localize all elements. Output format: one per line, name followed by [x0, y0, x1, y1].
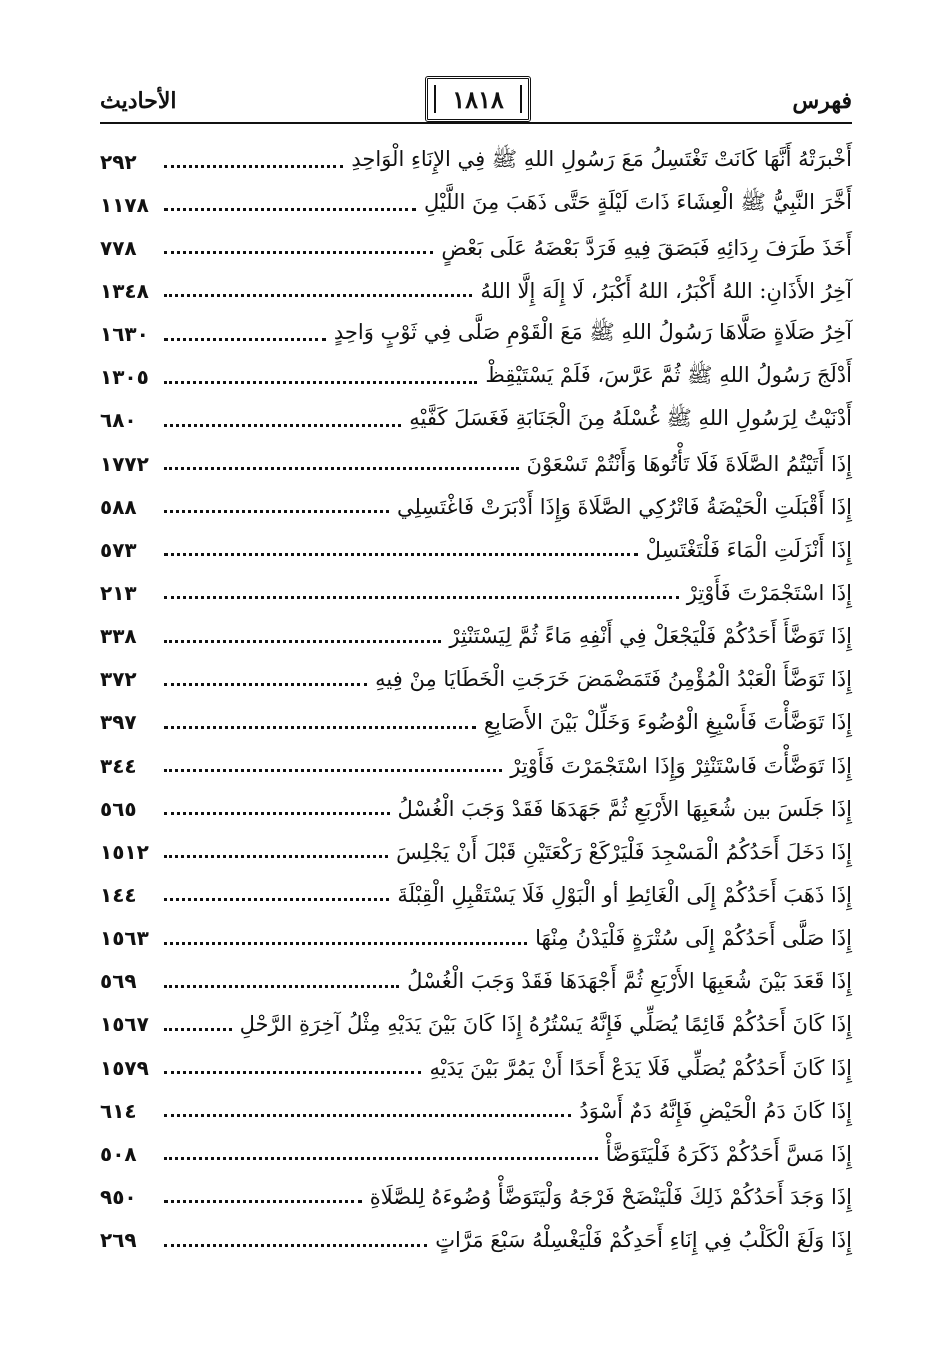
- hadith-number: ١٣٤٨: [100, 278, 149, 303]
- dot-leader: [164, 640, 441, 643]
- hadith-text: إِذَا تَوَضَّأَ الْعَبْدُ الْمُؤْمِنُ فَتَمَضْمَضَ خَرَجَتِ الْخَطَايَا مِنْ فِيهِ: [375, 667, 852, 692]
- hadith-text: آخِرُ صَلَاةٍ صَلَّاهَا رَسُولُ اللهِ ﷺ مَعَ الْقَوْمِ صَلَّى فِي ثَوْبٍ وَاحِدٍ: [333, 319, 852, 344]
- dot-leader: [164, 812, 390, 815]
- hadith-number: ٣٧٢: [100, 667, 137, 692]
- dot-leader: [164, 381, 477, 384]
- dot-leader: [164, 553, 638, 556]
- dot-leader: [164, 294, 472, 297]
- index-entry: [100, 140, 852, 183]
- index-entry: [100, 787, 852, 830]
- hadith-number: ٣٩٧: [100, 710, 137, 735]
- dot-leader: [164, 683, 367, 686]
- hadith-text: إِذَا كَانَ أَحَدُكُمْ يُصَلِّي فَلَا يَدَعْ أَحَدًا أَنْ يَمُرَّ بَيْنَ يَدَيْهِ: [429, 1055, 852, 1080]
- hadith-number: ١٥٦٣: [100, 926, 149, 951]
- dot-leader: [164, 1200, 362, 1203]
- page-number-box: [425, 76, 531, 122]
- hadith-number: ٩٥٠: [100, 1184, 137, 1209]
- hadith-number: ٥٨٨: [100, 494, 137, 519]
- hadith-text: إِذَا مَسَّ أَحَدُكُمْ ذَكَرَهُ فَلْيَتَوَضَّأْ: [605, 1141, 852, 1166]
- index-entry: [100, 1175, 852, 1218]
- hadith-number: ٦١٤: [100, 1098, 137, 1123]
- hadith-text: أَخَّرَ النَّبِيُّ ﷺ الْعِشَاءَ ذَاتَ لَيْلَةٍ حَتَّى ذَهَبَ مِنَ اللَّيْلِ: [423, 190, 852, 215]
- dot-leader: [164, 1028, 232, 1031]
- index-entry: [100, 873, 852, 916]
- index-entry: [100, 1219, 852, 1262]
- dot-leader: [164, 1244, 427, 1247]
- hadith-text: إِذَا تَوَضَّأْتَ فَاسْتَنْثِرْ وَإِذَا اسْتَجْمَرْتَ فَأَوْتِرْ: [510, 753, 852, 778]
- index-entry: [100, 917, 852, 960]
- hadith-text: أَخْبرَتْهُ أَنَّهَا كَانَتْ تَغْتَسِلُ مَعَ رَسُولِ اللهِ ﷺ فِي الإِنَاءِ الْوَاحِدِ: [351, 147, 852, 172]
- hadith-number: ١١٧٨: [100, 192, 149, 217]
- hadith-text: إِذَا أَقْبَلَتِ الْحَيْضَةُ فَاتْرُكِي الصَّلَاةَ وَإِذَا أَدْبَرَتْ فَاغْتَسِلِي: [397, 494, 852, 519]
- dot-leader: [164, 942, 527, 945]
- hadith-text: إِذَا وَلَغَ الْكَلْبُ فِي إِنَاءِ أَحَدِكُمْ فَلْيَغْسِلْهُ سَبْعَ مَرَّاتٍ: [435, 1228, 852, 1253]
- hadith-number: ٣٤٤: [100, 753, 137, 778]
- hadith-number: ٣٣٨: [100, 624, 137, 649]
- index-entry: [100, 1132, 852, 1175]
- index-entry: [100, 1003, 852, 1046]
- index-entry: [100, 615, 852, 658]
- hadith-text: إِذَا أَنْزَلَتِ الْمَاءَ فَلْتَغْتَسِلْ: [645, 537, 852, 562]
- hadith-text: إِذَا قَعَدَ بَيْنَ شُعَبِهَا الأَرْبَعِ ثُمَّ أَجْهَدَهَا فَقَدْ وَجَبَ الْغُسْلُ: [407, 969, 852, 994]
- index-entry: [100, 442, 852, 485]
- hadith-number: ١٤٤: [100, 882, 137, 907]
- index-entry: [100, 269, 852, 312]
- dot-leader: [164, 251, 433, 254]
- dot-leader: [164, 1157, 598, 1160]
- index-entry: [100, 744, 852, 787]
- index-entry: [100, 830, 852, 873]
- hadith-number: ٥٠٨: [100, 1141, 137, 1166]
- index-entry: [100, 399, 852, 442]
- hadith-text: أَدْلَجَ رَسُولُ اللهِ ﷺ ثُمَّ عَرَّسَ، فَلَمْ يَسْتَيْقِظْ: [485, 362, 852, 387]
- hadith-number: ٢٦٩: [100, 1228, 137, 1253]
- dot-leader: [164, 338, 326, 341]
- dot-leader: [164, 424, 401, 427]
- hadith-text: أَدْنَيْتُ لِرَسُولِ اللهِ ﷺ غُسْلَهُ مِنَ الْجَنَابَةِ فَغَسَلَ كَفَّيْهِ: [409, 405, 852, 430]
- hadith-number: ٢١٣: [100, 580, 137, 605]
- index-entry: [100, 1046, 852, 1089]
- index-entry: [100, 226, 852, 269]
- hadith-text: إِذَا كَانَ أَحَدُكُمْ قَائِمًا يُصَلِّي فَإِنَّهُ يَسْتُرُهُ إِذَا كَانَ بَيْنَ يَدَيْهِ مِثْلُ آخِرَةِ الرَّحْلِ: [239, 1012, 852, 1037]
- index-entry: [100, 1089, 852, 1132]
- hadith-text: إِذَا ذَهَبَ أَحَدُكُمْ إِلَى الْغَائِطِ أو الْبَوْلِ فَلَا يَسْتَقْبِلِ الْقِبْلَةَ: [397, 882, 852, 907]
- hadith-number: ٥٦٩: [100, 969, 137, 994]
- hadith-number: ١٥١٢: [100, 839, 149, 864]
- page-number: ١٨١٨: [452, 84, 504, 114]
- dot-leader: [164, 898, 389, 901]
- dot-leader: [164, 208, 416, 211]
- dot-leader: [164, 510, 389, 513]
- hadith-text: إِذَا جَلَسَ بين شُعَبِهَا الأَرْبَعِ ثُمَّ جَهَدَهَا فَقَدْ وَجَبَ الْغُسْلُ: [397, 796, 852, 821]
- hadith-number: ٥٧٣: [100, 537, 137, 562]
- dot-leader: [164, 467, 519, 470]
- hadith-text: أَخَذَ طَرَفَ رِدَائِهِ فَبَصَقَ فِيهِ فَرَدَّ بَعْضَهُ عَلَى بَعْضٍ: [441, 235, 852, 260]
- hadith-text: آخِرُ الأَذَانِ: اللهُ أَكْبَرُ، اللهُ أَكْبَرُ، لَا إِلَهَ إِلَّا اللهُ: [480, 278, 852, 303]
- dot-leader: [164, 855, 388, 858]
- hadith-text: إِذَا صَلَّى أَحَدُكُمْ إِلَى سُتْرَةٍ فَلْيَدْنُ مِنْهَا: [535, 926, 852, 951]
- hadith-number: ٧٧٨: [100, 235, 137, 260]
- section-title: فهرس: [792, 88, 852, 114]
- dot-leader: [164, 1114, 571, 1117]
- dot-leader: [164, 985, 399, 988]
- hadith-number: ٢٩٢: [100, 149, 137, 174]
- hadith-text: إِذَا تَوَضَّأْتَ فَأَسْبِغِ الْوُضُوءَ وَخَلِّلْ بَيْنَ الأَصَابِعِ: [483, 710, 852, 735]
- index-entry: [100, 183, 852, 226]
- subject-title: الأحاديث: [100, 88, 177, 114]
- index-entry: [100, 528, 852, 571]
- index-entry: [100, 356, 852, 399]
- hadith-number: ١٣٠٥: [100, 365, 149, 390]
- hadith-index-list: [100, 140, 852, 1262]
- hadith-text: إِذَا كَانَ دَمُ الْحَيْضِ فَإِنَّهُ دَمٌ أَسْوَدُ: [579, 1098, 852, 1123]
- dot-leader: [164, 596, 679, 599]
- dot-leader: [164, 1071, 421, 1074]
- index-entry: [100, 313, 852, 356]
- dot-leader: [164, 769, 502, 772]
- hadith-number: ٥٦٥: [100, 796, 137, 821]
- dot-leader: [164, 165, 343, 168]
- hadith-number: ١٥٧٩: [100, 1055, 149, 1080]
- hadith-text: إِذَا دَخَلَ أَحَدُكُمُ الْمَسْجِدَ فَلْيَرْكَعْ رَكْعَتَيْنِ قَبْلَ أَنْ يَجْلِسَ: [396, 839, 852, 864]
- hadith-number: ١٥٦٧: [100, 1012, 149, 1037]
- header-divider: [100, 122, 852, 124]
- hadith-number: ١٧٧٢: [100, 451, 149, 476]
- hadith-text: إِذَا اسْتَجْمَرْتَ فَأَوْتِرْ: [686, 580, 852, 605]
- hadith-text: إِذَا وَجَدَ أَحَدُكُمْ ذَلِكَ فَلْيَنْضَحْ فَرْجَهُ وَلْيَتَوَضَّأْ وُضُوءَهُ لِلصَّلَاةِ: [369, 1184, 852, 1209]
- hadith-text: إِذَا أَتَيْتُمُ الصَّلَاةَ فَلَا تَأْتُوهَا وَأَنْتُمْ تَسْعَوْنَ: [526, 451, 852, 476]
- index-entry: [100, 485, 852, 528]
- index-entry: [100, 658, 852, 701]
- hadith-number: ١٦٣٠: [100, 322, 149, 347]
- hadith-text: إِذَا تَوَضَّأَ أَحَدُكُمْ فَلْيَجْعَلْ فِي أَنْفِهِ مَاءً ثُمَّ لِيَسْتَنْثِرْ: [449, 624, 852, 649]
- index-entry: [100, 960, 852, 1003]
- index-entry: [100, 571, 852, 614]
- page-header: [100, 78, 852, 122]
- dot-leader: [164, 726, 476, 729]
- hadith-number: ٦٨٠: [100, 408, 137, 433]
- index-entry: [100, 701, 852, 744]
